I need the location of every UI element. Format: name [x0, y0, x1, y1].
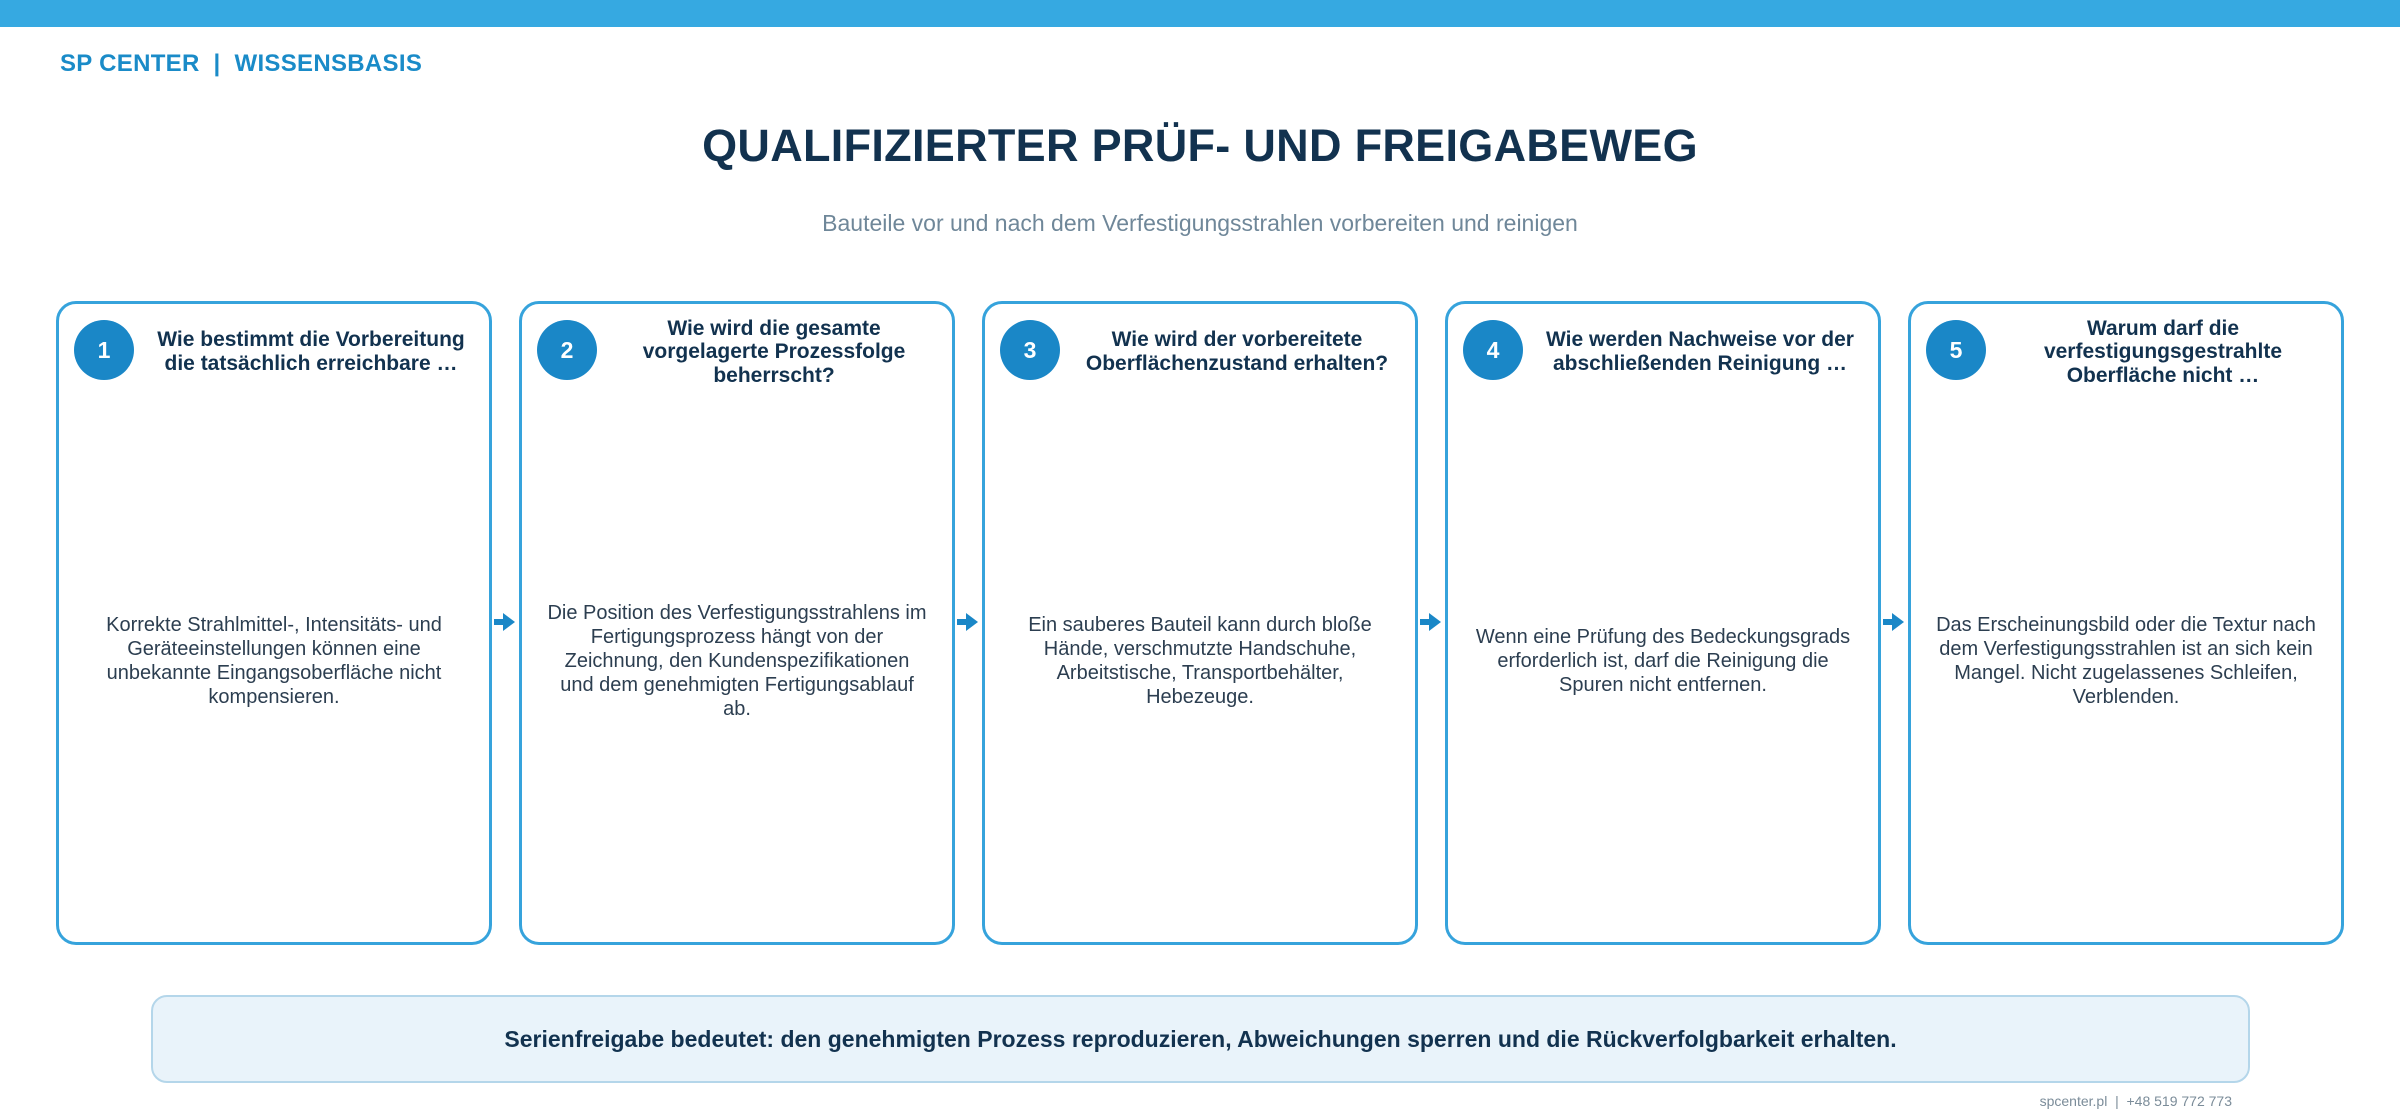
arrow-right-icon	[957, 611, 979, 633]
footer-contact: spcenter.pl | +48 519 772 773	[2039, 1093, 2232, 1109]
step-title: Warum darf die verfestigungsgestrahlte Oberfläche nicht …	[2043, 316, 2283, 387]
step-number-badge: 2	[537, 320, 597, 380]
step-card-2	[519, 301, 955, 945]
page-subtitle: Bauteile vor und nach dem Verfestigungsstrahlen vorbereiten und reinigen	[822, 210, 1578, 236]
step-title: Wie werden Nachweise vor der abschließenden Reinigung …	[1546, 328, 1854, 375]
step-number-badge: 1	[74, 320, 134, 380]
top-accent-bar	[0, 0, 2400, 27]
step-title: Wie bestimmt die Vorbereitung die tatsächlich erreichbare …	[157, 328, 465, 375]
step-description: Die Position des Verfestigungsstrahlens im Fertigungsprozess hängt von der Zeichnung, den Kundenspezifikationen und dem genehmigten Fertigungsablauf ab.	[547, 602, 927, 720]
step-number-badge: 4	[1463, 320, 1523, 380]
step-description: Ein sauberes Bauteil kann durch bloße Hände, verschmutzte Handschuhe, Arbeitstische, Transportbehälter, Hebezeuge.	[1028, 614, 1372, 708]
step-card-5	[1908, 301, 2344, 945]
summary-banner-text: Serienfreigabe bedeutet: den genehmigten Prozess reproduzieren, Abweichungen sperren und die Rückverfolgbarkeit erhalten.	[504, 1025, 1897, 1052]
step-title: Wie wird die gesamte vorgelagerte Prozessfolge beherrscht?	[642, 316, 906, 387]
step-description: Wenn eine Prüfung des Bedeckungsgrads erforderlich ist, darf die Reinigung die Spuren nicht entfernen.	[1475, 626, 1851, 696]
summary-banner	[151, 995, 2250, 1083]
page-title: QUALIFIZIERTER PRÜF- UND FREIGABEWEG	[702, 120, 1698, 171]
brand-label: SP CENTER | WISSENSBASIS	[60, 50, 423, 77]
step-card-3	[982, 301, 1418, 945]
step-description: Korrekte Strahlmittel-, Intensitäts- und Geräteeinstellungen können eine unbekannte Eingangsoberfläche nicht kompensieren.	[106, 614, 442, 708]
step-number-badge: 3	[1000, 320, 1060, 380]
step-number-badge: 5	[1926, 320, 1986, 380]
step-description: Das Erscheinungsbild oder die Textur nach dem Verfestigungsstrahlen ist an sich kein Mangel. Nicht zugelassenes Schleifen, Verblenden.	[1936, 614, 2316, 708]
arrow-right-icon	[494, 611, 516, 633]
step-card-1	[56, 301, 492, 945]
arrow-right-icon	[1883, 611, 1905, 633]
step-card-4	[1445, 301, 1881, 945]
step-title: Wie wird der vorbereitete Oberflächenzustand erhalten?	[1085, 328, 1389, 375]
arrow-right-icon	[1420, 611, 1442, 633]
